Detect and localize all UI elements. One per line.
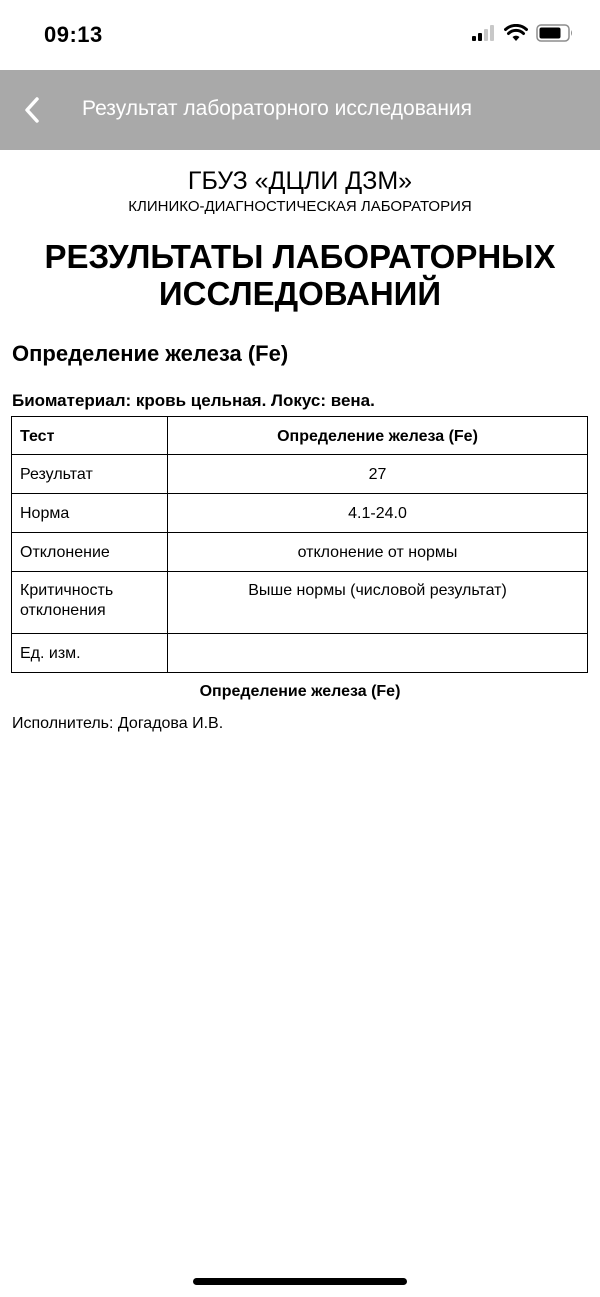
row-label: Норма xyxy=(12,494,168,533)
home-indicator[interactable] xyxy=(193,1278,407,1285)
nav-bar xyxy=(0,70,600,150)
laboratory-name: КЛИНИКО-ДИАГНОСТИЧЕСКАЯ ЛАБОРАТОРИЯ xyxy=(128,198,472,215)
organization-name: ГБУЗ «ДЦЛИ ДЗМ» xyxy=(187,167,413,195)
wifi-icon xyxy=(504,24,528,47)
row-value: отклонение от нормы xyxy=(168,533,588,572)
row-value: Выше нормы (числовой результат) xyxy=(168,572,588,634)
page-title: Результат лабораторного исследования xyxy=(82,97,473,120)
table-row xyxy=(12,417,588,455)
row-value: 4.1-24.0 xyxy=(168,494,588,533)
battery-icon xyxy=(536,24,574,47)
chevron-left-icon xyxy=(22,96,42,124)
back-button[interactable] xyxy=(14,92,50,128)
test-heading: Определение железа (Fe) xyxy=(12,341,289,366)
cellular-signal-icon xyxy=(472,25,496,46)
document-title-line2: ИССЛЕДОВАНИЙ xyxy=(158,275,442,312)
row-value xyxy=(168,634,588,673)
table-row xyxy=(12,634,588,673)
row-label-line1: Критичность xyxy=(20,582,114,599)
row-label: Отклонение xyxy=(12,533,168,572)
row-label xyxy=(12,572,168,634)
status-time: 09:13 xyxy=(44,22,103,47)
table-row xyxy=(12,494,588,533)
row-value: Определение железа (Fe) xyxy=(168,417,588,455)
status-bar xyxy=(0,0,600,70)
results-table xyxy=(11,416,588,673)
footer-test-name: Определение железа (Fe) xyxy=(199,683,401,700)
biomaterial-info: Биоматериал: кровь цельная. Локус: вена. xyxy=(12,391,375,410)
document-title xyxy=(0,238,600,312)
table-row xyxy=(12,533,588,572)
row-value: 27 xyxy=(168,455,588,494)
performer: Исполнитель: Догадова И.В. xyxy=(12,715,224,732)
row-label: Результат xyxy=(12,455,168,494)
row-label: Тест xyxy=(12,417,168,455)
table-row xyxy=(12,572,588,634)
document-content xyxy=(0,150,600,732)
status-icons xyxy=(472,24,574,47)
table-row xyxy=(12,455,588,494)
row-label-line2: отклонения xyxy=(20,602,106,619)
document-title-line1: РЕЗУЛЬТАТЫ ЛАБОРАТОРНЫХ xyxy=(44,238,556,275)
row-label: Ед. изм. xyxy=(12,634,168,673)
